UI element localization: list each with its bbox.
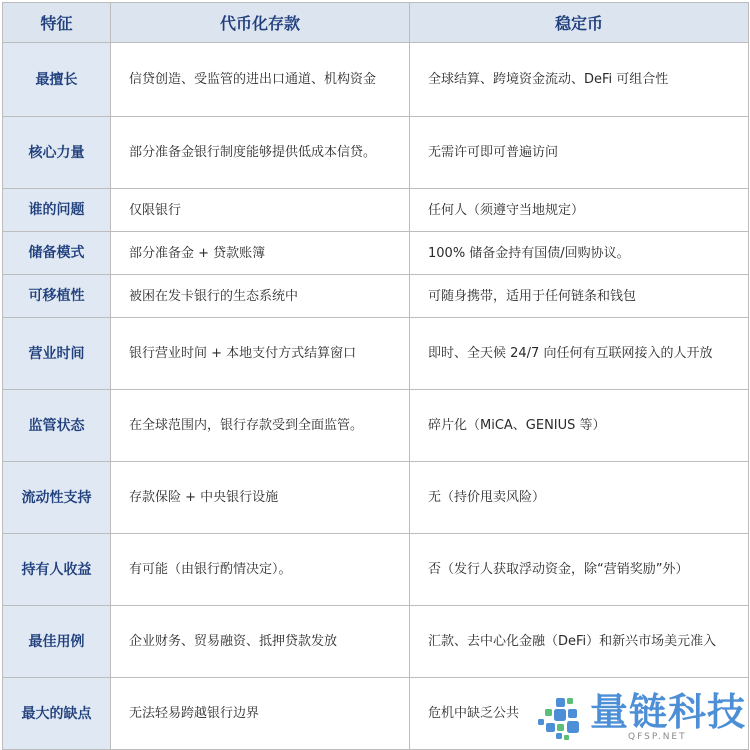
table-row — [3, 606, 749, 678]
feature-cell: 监管状态 — [3, 390, 111, 462]
stablecoin-cell: 碎片化（MiCA、GENIUS 等） — [410, 390, 749, 462]
watermark-name: 量链科技 — [590, 690, 747, 734]
feature-cell: 持有人收益 — [3, 534, 111, 606]
deposit-cell: 在全球范围内，银行存款受到全面监管。 — [111, 390, 410, 462]
deposit-cell: 有可能（由银行酌情决定）。 — [111, 534, 410, 606]
feature-cell: 最擅长 — [3, 43, 111, 117]
stablecoin-cell: 可随身携带，适用于任何链条和钱包 — [410, 275, 749, 318]
deposit-cell: 部分准备金银行制度能够提供低成本信贷。 — [111, 117, 410, 189]
deposit-cell: 银行营业时间 + 本地支付方式结算窗口 — [111, 318, 410, 390]
header-feature: 特征 — [3, 3, 111, 43]
stablecoin-cell: 100% 储备金持有国债/回购协议。 — [410, 232, 749, 275]
deposit-cell: 信贷创造、受监管的进出口通道、机构资金 — [111, 43, 410, 117]
stablecoin-cell: 汇款、去中心化金融（DeFi）和新兴市场美元准入 — [410, 606, 749, 678]
stablecoin-cell: 无（持价甩卖风险） — [410, 462, 749, 534]
table-row — [3, 117, 749, 189]
table-row — [3, 462, 749, 534]
watermark-logo-icon — [536, 694, 584, 742]
header-tokenized-deposit: 代币化存款 — [111, 3, 410, 43]
deposit-cell: 企业财务、贸易融资、抵押贷款发放 — [111, 606, 410, 678]
feature-cell: 可移植性 — [3, 275, 111, 318]
deposit-cell: 无法轻易跨越银行边界 — [111, 678, 410, 750]
feature-cell: 核心力量 — [3, 117, 111, 189]
stablecoin-cell: 危机中缺乏公共 — [410, 678, 749, 750]
table-row — [3, 318, 749, 390]
header-row — [3, 3, 749, 43]
table-row — [3, 534, 749, 606]
stablecoin-cell: 任何人（须遵守当地规定） — [410, 189, 749, 232]
header-stablecoin: 稳定币 — [410, 3, 749, 43]
table-row — [3, 232, 749, 275]
feature-cell: 流动性支持 — [3, 462, 111, 534]
table-row — [3, 43, 749, 117]
feature-cell: 储备模式 — [3, 232, 111, 275]
stablecoin-cell: 无需许可即可普遍访问 — [410, 117, 749, 189]
table-row — [3, 275, 749, 318]
deposit-cell: 存款保险 + 中央银行设施 — [111, 462, 410, 534]
stablecoin-cell: 否（发行人获取浮动资金，除“营销奖励”外） — [410, 534, 749, 606]
watermark-domain: QFSP.NET — [628, 732, 687, 742]
stablecoin-cell: 全球结算、跨境资金流动、DeFi 可组合性 — [410, 43, 749, 117]
table-row — [3, 189, 749, 232]
table-row — [3, 390, 749, 462]
feature-cell: 最大的缺点 — [3, 678, 111, 750]
feature-cell: 谁的问题 — [3, 189, 111, 232]
stablecoin-cell: 即时、全天候 24/7 向任何有互联网接入的人开放 — [410, 318, 749, 390]
feature-cell: 营业时间 — [3, 318, 111, 390]
comparison-table — [2, 2, 749, 750]
deposit-cell: 被困在发卡银行的生态系统中 — [111, 275, 410, 318]
feature-cell: 最佳用例 — [3, 606, 111, 678]
deposit-cell: 仅限银行 — [111, 189, 410, 232]
watermark — [530, 688, 748, 748]
deposit-cell: 部分准备金 + 贷款账簿 — [111, 232, 410, 275]
